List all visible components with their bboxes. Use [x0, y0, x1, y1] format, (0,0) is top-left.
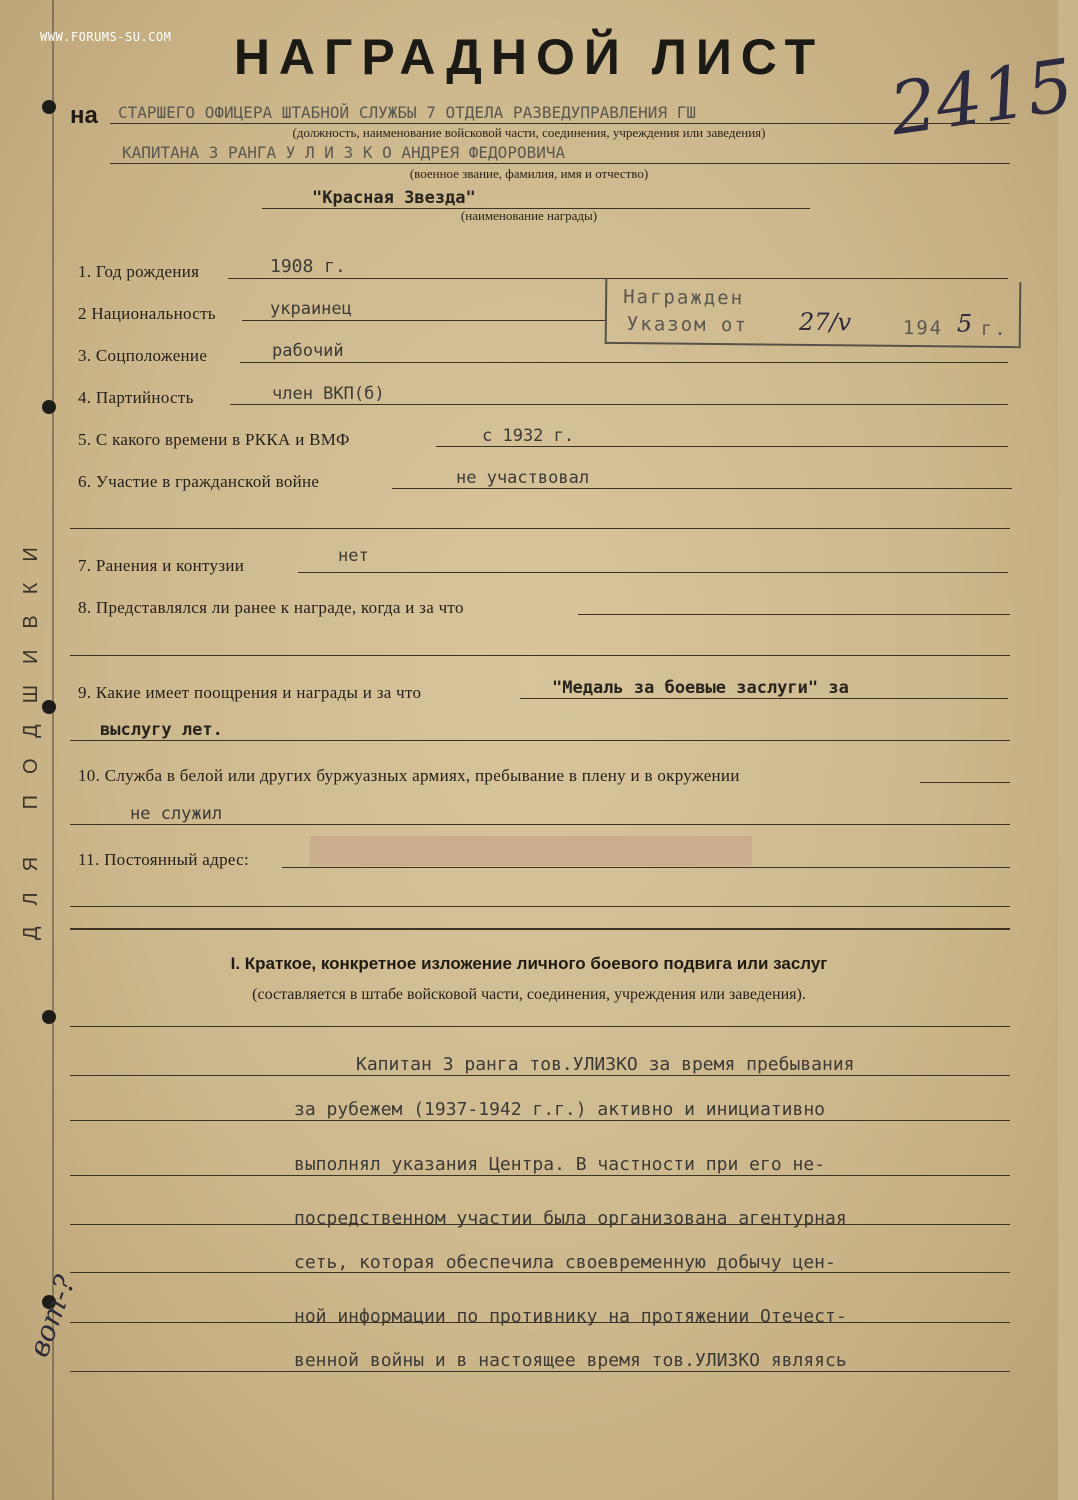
- narrative-line: Капитан 3 ранга тов.УЛИЗКО за время пребывания: [356, 1054, 855, 1075]
- section-divider: [70, 928, 1010, 930]
- rule: [520, 698, 1008, 699]
- stamp-year: 194: [902, 316, 944, 340]
- rule: [298, 572, 1008, 573]
- field-value-birth-year: 1908 г.: [270, 256, 346, 277]
- rule: [282, 867, 1010, 868]
- rule: [70, 1272, 1010, 1273]
- name-value: КАПИТАНА 3 РАНГА У Л И З К О АНДРЕЯ ФЕДОРОВИЧА: [122, 143, 566, 162]
- field-value-party: член ВКП(б): [272, 384, 385, 404]
- rule: [436, 446, 1008, 447]
- na-label: на: [70, 102, 98, 129]
- watermark-url: WWW.FORUMS-SU.COM: [40, 30, 172, 44]
- rule: [242, 320, 607, 321]
- narrative-line: ной информации по противнику на протяжении Отечест-: [294, 1306, 847, 1327]
- field-label-social-status: 3. Соцположение: [78, 346, 208, 365]
- field-value-white-army: не служил: [130, 804, 223, 824]
- field-label-birth-year: 1. Год рождения: [78, 262, 200, 281]
- field-value-decorations-cont: выслугу лет.: [100, 720, 223, 740]
- narrative-line: посредственном участии была организована агентурная: [294, 1208, 847, 1229]
- field-value-decorations: "Медаль за боевые заслуги" за: [552, 678, 849, 698]
- rule: [70, 1371, 1010, 1372]
- stamp-line1: Награжден: [623, 286, 745, 310]
- rule: [70, 1075, 1010, 1076]
- rule: [392, 488, 1012, 489]
- rule: [70, 1175, 1010, 1176]
- rule: [578, 614, 1010, 615]
- rule: [230, 404, 1008, 405]
- rule: [70, 906, 1010, 907]
- field-label-nationality: 2 Национальность: [78, 304, 216, 323]
- rule: [920, 782, 1010, 783]
- field-value-army-since: с 1932 г.: [482, 426, 575, 446]
- rule: [70, 1026, 1010, 1027]
- narrative-line: выполнял указания Центра. В частности при его не-: [294, 1154, 826, 1175]
- field-label-white-army: 10. Служба в белой или других буржуазных армиях, пребывание в плену и в окружении: [78, 766, 740, 785]
- document-title: НАГРАДНОЙ ЛИСТ: [233, 29, 825, 85]
- rule: [70, 1120, 1010, 1121]
- stamp-suffix: г.: [980, 317, 1008, 341]
- name-caption: (военное звание, фамилия, имя и отчество): [409, 166, 649, 181]
- stamp-year-handwritten: 5: [956, 309, 973, 338]
- rule: [110, 123, 1010, 124]
- rule: [70, 528, 1010, 529]
- field-value-wounds: нет: [338, 546, 369, 566]
- award-stamp: [605, 278, 1022, 348]
- section-heading: I. Краткое, конкретное изложение личного боевого подвига или заслуг: [230, 954, 828, 973]
- punch-hole: [42, 100, 56, 114]
- field-value-nationality: украинец: [270, 299, 352, 319]
- stamp-date-handwritten: 27/v: [798, 307, 852, 337]
- rule: [70, 824, 1010, 825]
- address-redaction: [310, 836, 752, 866]
- rule: [70, 1224, 1010, 1225]
- field-label-party: 4. Партийность: [78, 388, 194, 407]
- award-caption: (наименование награды): [460, 208, 598, 223]
- position-caption: (должность, наименование войсковой части, соединения, учреждения или заведения): [292, 125, 766, 140]
- rule: [110, 163, 1010, 164]
- field-label-army-since: 5. С какого времени в РККА и ВМФ: [78, 430, 350, 449]
- field-value-civil-war: не участвовал: [456, 468, 590, 488]
- narrative-line: венной войны и в настоящее время тов.УЛИЗКО являясь: [294, 1350, 847, 1371]
- field-label-civil-war: 6. Участие в гражданской войне: [78, 472, 320, 491]
- handwritten-number: 2415: [885, 42, 1078, 152]
- award-value: "Красная Звезда": [312, 188, 476, 208]
- rule: [70, 655, 1010, 656]
- field-label-previous-awards: 8. Представлялся ли ранее к награде, когда и за что: [78, 598, 464, 617]
- narrative-line: за рубежем (1937-1942 г.г.) активно и инициативно: [294, 1099, 826, 1120]
- narrative-line: сеть, которая обеспечила своевременную добычу цен-: [294, 1252, 836, 1273]
- binding-side-text: ДЛЯ ПОДШИВКИ: [20, 526, 42, 940]
- rule: [70, 740, 1010, 741]
- stamp-line2: Указом от: [626, 313, 748, 337]
- field-label-decorations: 9. Какие имеет поощрения и награды и за что: [78, 683, 422, 702]
- field-label-address: 11. Постоянный адрес:: [78, 850, 250, 869]
- field-value-social-status: рабочий: [272, 341, 344, 361]
- punch-hole: [42, 1010, 56, 1024]
- field-label-wounds: 7. Ранения и контузии: [78, 556, 245, 575]
- rule: [70, 1322, 1010, 1323]
- section-subheading: (составляется в штабе войсковой части, соединения, учреждения или заведения).: [252, 986, 806, 1003]
- rule: [240, 362, 1008, 363]
- punch-hole: [42, 700, 56, 714]
- position-value: СТАРШЕГО ОФИЦЕРА ШТАБНОЙ СЛУЖБЫ 7 ОТДЕЛА РАЗВЕДУПРАВЛЕНИЯ ГШ: [118, 103, 696, 122]
- punch-hole: [42, 400, 56, 414]
- margin-handwritten-note: вот-?: [22, 1270, 82, 1362]
